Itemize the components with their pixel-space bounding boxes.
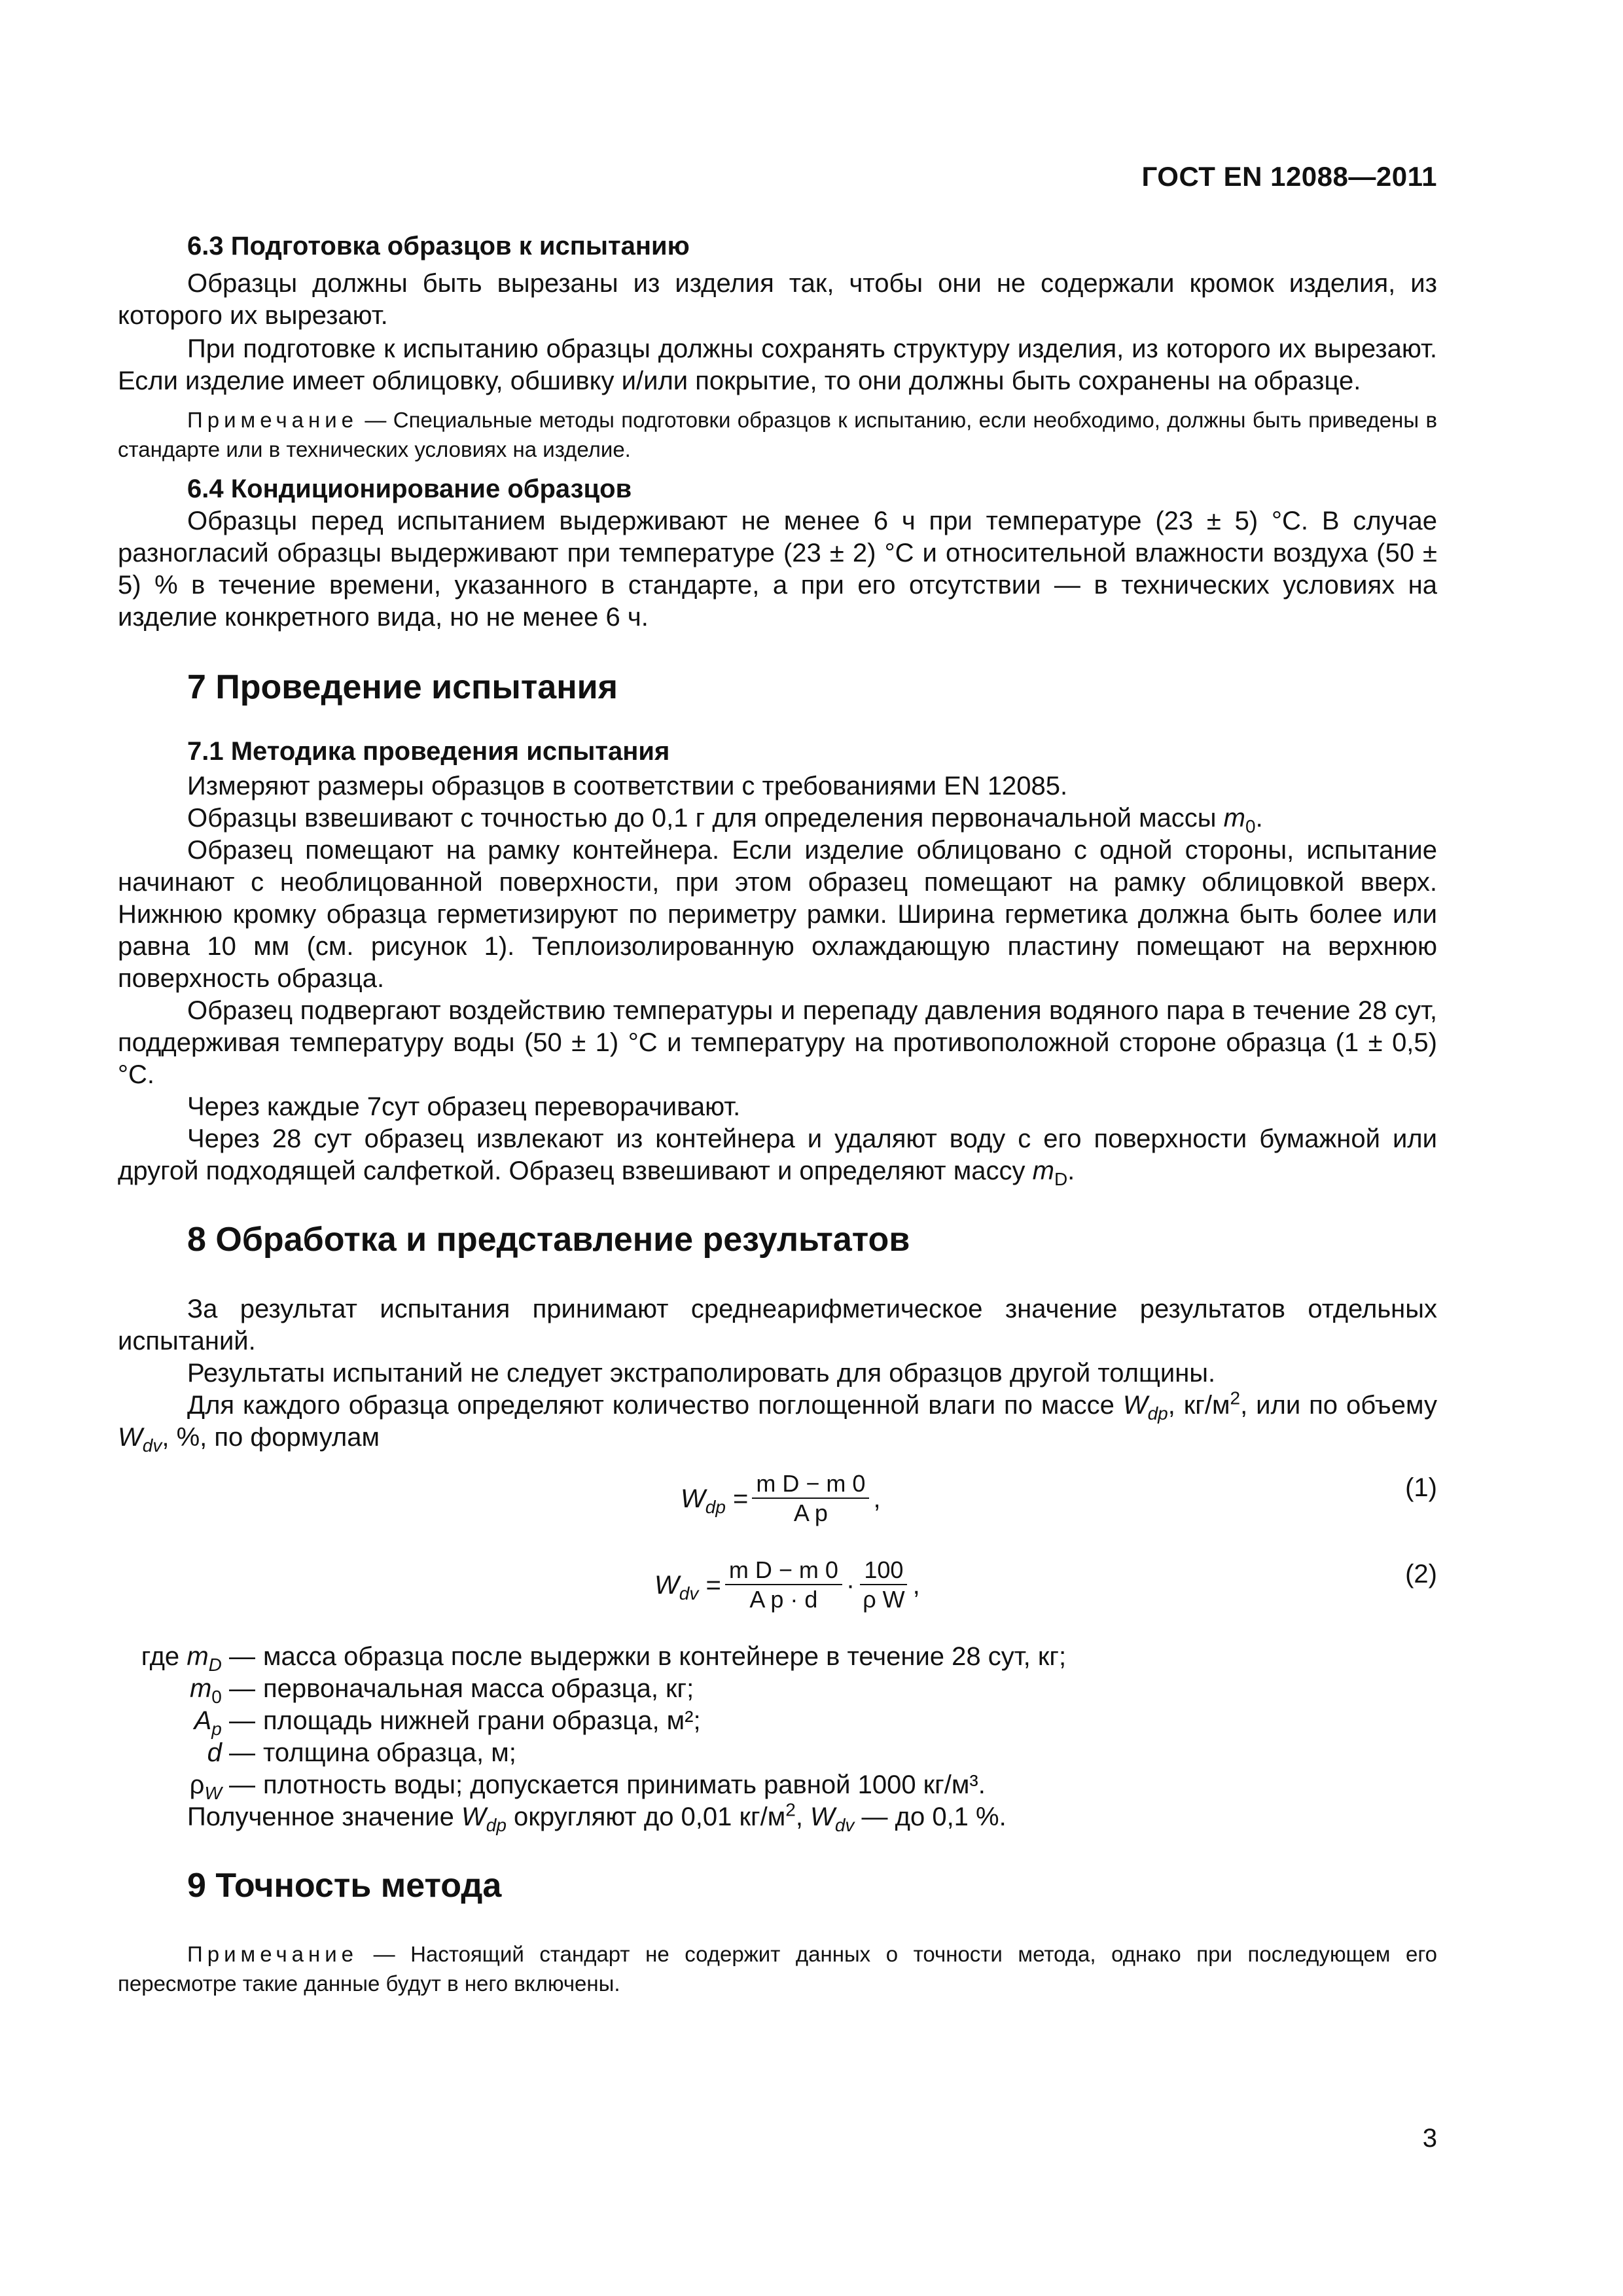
page-number: 3: [1422, 2124, 1437, 2153]
paragraph: При подготовке к испытанию образцы должны сохранять структуру изделия, из которого их вырезают. Если изделие имеет облицовку, обшивку и/или покрытие, то они должны быть сохранены на образце.: [118, 334, 1437, 395]
paragraph: Через 28 сут образец извлекают из контейнера и удаляют воду с его поверхности бумажной или другой подходящей салфеткой. Образец взвешивают и определяют массу $m_D$.: [118, 1124, 1437, 1189]
fraction: $\frac{\text{m D − m 0}}{\text{A p}}$: [752, 1470, 869, 1528]
paragraph: Измеряют размеры образцов в соответствии с требованиями EN 12085.: [187, 772, 1068, 800]
section-6-3-title: 6.3 Подготовка образцов к испытанию: [187, 232, 690, 260]
paragraph: Образцы перед испытанием выдерживают не менее 6 ч при температуре (23 ± 5) °С. В случае разногласий образцы выдерживают при температуре (23 ± 2) °С и относительной влажности воздуха (50 ± 5) % в течение времени, указанного в стандарте, а при его отсутствии — в технических условиях на изделие конкретного вида, но не менее 6 ч.: [118, 507, 1437, 632]
paragraph: Образцы взвешивают с точностью до 0,1 г для определения первоначальной массы $m_0$.: [187, 804, 1263, 836]
paragraph: За результат испытания принимают среднеарифметическое значение результатов отдельных испытаний.: [118, 1295, 1437, 1355]
formula-2: $W_{dv}$ = $\frac{\text{m D − m 0}}{\text{A p · d}}$ · $\frac{100}{\text{ρ W}}$ , (2): [654, 1556, 1437, 1613]
note-label: Примечание: [187, 408, 359, 432]
section-7-title: 7 Проведение испытания: [187, 668, 618, 706]
section-7-1-title: 7.1 Методика проведения испытания: [187, 737, 670, 766]
paragraph: Образец помещают на рамку контейнера. Если изделие облицовано с одной стороны, испытание начинают с необлицованной поверхности, при этом образец помещают на рамку облицовкой вверх. Нижнюю кромку образца герметизируют по периметру рамки. Ширина герметика должна быть более или равна 10 мм (см. рисунок 1). Теплоизолированную охлаждающую пластину помещают на верхнюю поверхность образца.: [118, 836, 1437, 993]
formula-number: (1): [1405, 1473, 1437, 1502]
paragraph: Полученное значение $W_{dp}$ округляют до 0,01 $кг/м^2$, $W_{dv}$ — до 0,1 %.: [187, 1799, 1007, 1835]
paragraph: Для каждого образца определяют количество поглощенной влаги по массе $W_{dp}$, $кг/м^2$, или по объему $W_{dv}$, %, по формулам: [118, 1388, 1437, 1456]
formula-legend: где $m_D$ — масса образца после выдержки в контейнере в течение 28 сут, кг; $m_0$ — первоначальная масса образца, кг; $A_p$ — площадь нижней грани образца, м²; d — толщина образца, м; $\rho_W$ — плотность воды; допускается принимать равной 1000 кг/м³.: [141, 1642, 1067, 1803]
paragraph: Образец подвергают воздействию температуры и перепаду давления водяного пара в течение 28 сут, поддерживая температуру воды (50 ± 1) °С и температуру на противоположной стороне образца (1 ± 0,5) °С.: [118, 996, 1437, 1089]
note-text: — Настоящий стандарт не содержит данных о точности метода, однако при последующем его пересмотре такие данные будут в него включены.: [118, 1942, 1437, 1996]
section-8-title: 8 Обработка и представление результатов: [187, 1221, 910, 1259]
fraction: $\frac{\text{m D − m 0}}{\text{A p · d}}$: [725, 1556, 842, 1614]
note: [118, 405, 1437, 464]
paragraph: Образцы должны быть вырезаны из изделия так, чтобы они не содержали кромок изделия, из которого их вырезают.: [118, 269, 1437, 330]
section-6-4-title: 6.4 Кондиционирование образцов: [187, 475, 632, 503]
page-content: [118, 230, 1437, 1998]
formula-1: $W_{dp}$ = $\frac{\text{m D − m 0}}{\text{A p}}$ , (1): [681, 1470, 1437, 1526]
fraction: $\frac{100}{\text{ρ W}}$: [859, 1556, 908, 1614]
section-9-title: 9 Точность метода: [187, 1867, 502, 1905]
note-label: Примечание: [187, 1942, 359, 1966]
paragraph: Результаты испытаний не следует экстраполировать для образцов другой толщины.: [187, 1359, 1216, 1388]
formula-number: (2): [1405, 1560, 1437, 1588]
note: [118, 1939, 1437, 1998]
paragraph: Через каждые 7сут образец переворачивают.: [187, 1092, 741, 1121]
note-text: — Специальные методы подготовки образцов к испытанию, если необходимо, должны быть приведены в стандарте или в технических условиях на изделие.: [118, 408, 1437, 461]
document-id-header: ГОСТ EN 12088—2011: [1141, 161, 1437, 192]
